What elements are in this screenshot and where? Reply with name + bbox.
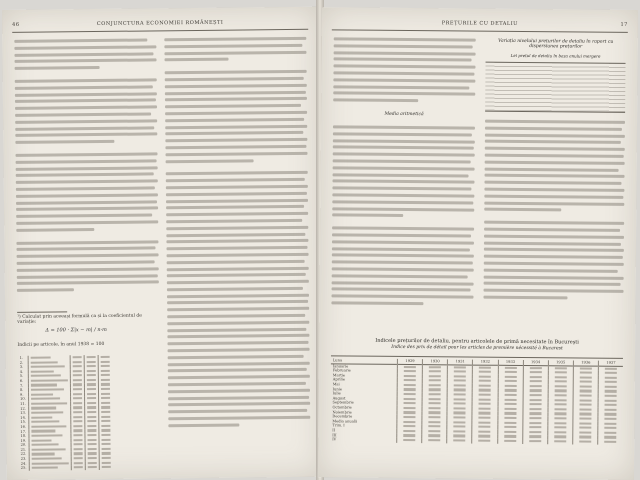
right-page	[318, 7, 638, 480]
right-table-row-label: Martie	[332, 373, 346, 378]
left-table-row-number: 4.	[19, 369, 24, 374]
left-table-row-number: 5.	[19, 374, 24, 379]
right-table-header-month: Luna	[332, 358, 343, 363]
left-table-row-number: 15.	[20, 420, 27, 425]
right-table-header-year: 1935	[548, 360, 573, 365]
right-table-header-year: 1934	[523, 360, 548, 365]
left-table-row-number: 19.	[20, 438, 27, 443]
right-table-header-year: 1932	[473, 360, 498, 365]
right-table-row-label: III	[332, 432, 337, 437]
left-column-2	[164, 37, 310, 431]
left-running-title: CONJUNCTURA ECONOMIEI ROMÂNEȘTI	[96, 19, 224, 28]
left-table-row-number: 3.	[19, 364, 24, 370]
right-column-2	[483, 39, 625, 304]
left-table-row-number: 12.	[20, 406, 26, 411]
right-table-row-label: IV	[332, 437, 337, 442]
left-table-row-number: 13.	[20, 410, 26, 415]
left-table-row-number: 18.	[20, 433, 27, 438]
right-table-row-label: August	[332, 396, 346, 401]
left-table-row-number: 23.	[20, 456, 27, 461]
left-table-row-number: 9.	[20, 392, 24, 397]
left-table-row-number: 25.	[20, 466, 27, 471]
left-table-row-number: 16.	[20, 424, 27, 429]
footnote: ¹) Calculat prin aceeași formulă ca și la coeficientul de variație:	[17, 313, 142, 325]
left-table-row-number: 24.	[20, 461, 27, 466]
right-table-header-year: 1931	[448, 359, 473, 364]
right-table-header-year: 1929	[397, 359, 422, 364]
left-table-row-number: 17.	[20, 429, 27, 434]
right-table-header-year: 1930	[423, 359, 448, 364]
left-column-1	[14, 38, 159, 295]
left-table-row-number: 7.	[19, 383, 24, 388]
left-table-row-number: 2.	[19, 360, 24, 365]
right-table-row-label: Decembrie	[332, 414, 353, 419]
footnote-rule	[17, 311, 67, 313]
table-title	[339, 337, 615, 351]
left-page-number: 46	[12, 21, 20, 28]
right-table-header-year: 1936	[573, 360, 598, 365]
right-main-table	[330, 358, 623, 444]
table-title-text: Indicele prețurilor de detaliu, pentru articolele de primă necesitate în București	[375, 337, 579, 346]
left-small-table	[18, 355, 113, 471]
formula-label: Media aritmetică	[384, 111, 424, 118]
left-table-row-number: 8.	[19, 387, 24, 392]
side-table	[485, 62, 625, 113]
right-table-row-label: Octombrie	[332, 405, 352, 410]
right-running-title: PREȚURILE CU DETALIU	[441, 20, 518, 27]
side-caption-2: Lei prețul de detaliu în baza anului mergere	[510, 52, 601, 59]
table-subtitle: Indice des prix de détail pour les articles de première nécessité à Bucarest	[391, 344, 563, 352]
right-table-row-label: Noiembrie	[332, 409, 352, 415]
right-column-1	[331, 37, 475, 309]
right-table-row-label: Trim. I	[332, 423, 345, 428]
right-table-row-label: Ianuarie	[332, 363, 349, 369]
left-table-row-number: 11.	[20, 401, 26, 406]
right-table-row-label: Iulie	[332, 391, 341, 396]
left-table-row-number: 20.	[20, 443, 27, 448]
left-table-row-number: 1.	[19, 355, 24, 360]
side-caption-1: Variația nivelului prețurilor de detaliu în raport cu dispersiunea prețurilor	[498, 38, 614, 50]
left-table-row	[19, 465, 113, 471]
left-table-row-number: 10.	[20, 397, 26, 402]
right-table-row-label: Mai	[332, 382, 340, 387]
right-table-row-label: Septembrie	[332, 400, 354, 405]
right-table-row-label: Media anuală	[332, 419, 358, 424]
right-table-row-label: Februarie	[332, 368, 351, 373]
left-table-row-number: 21.	[20, 447, 27, 452]
right-table-header-year: 1933	[498, 360, 523, 365]
formula: Δ = 100 · Σ|x − m| / n·m	[45, 326, 107, 334]
right-table-row-label: II	[332, 428, 336, 433]
right-table-row-label: Iunie	[332, 386, 343, 391]
left-table-row-number: 22.	[20, 452, 27, 457]
left-table-row-number: 14.	[20, 415, 27, 420]
left-table-label: Indicii pe articole, în anul 1938 = 100	[17, 341, 105, 348]
left-table-row-number: 6.	[19, 378, 24, 383]
right-page-number: 17	[620, 21, 628, 28]
right-table-header-year: 1937	[598, 361, 623, 366]
right-table-row-label: Aprilie	[332, 377, 345, 382]
left-page	[2, 7, 323, 480]
